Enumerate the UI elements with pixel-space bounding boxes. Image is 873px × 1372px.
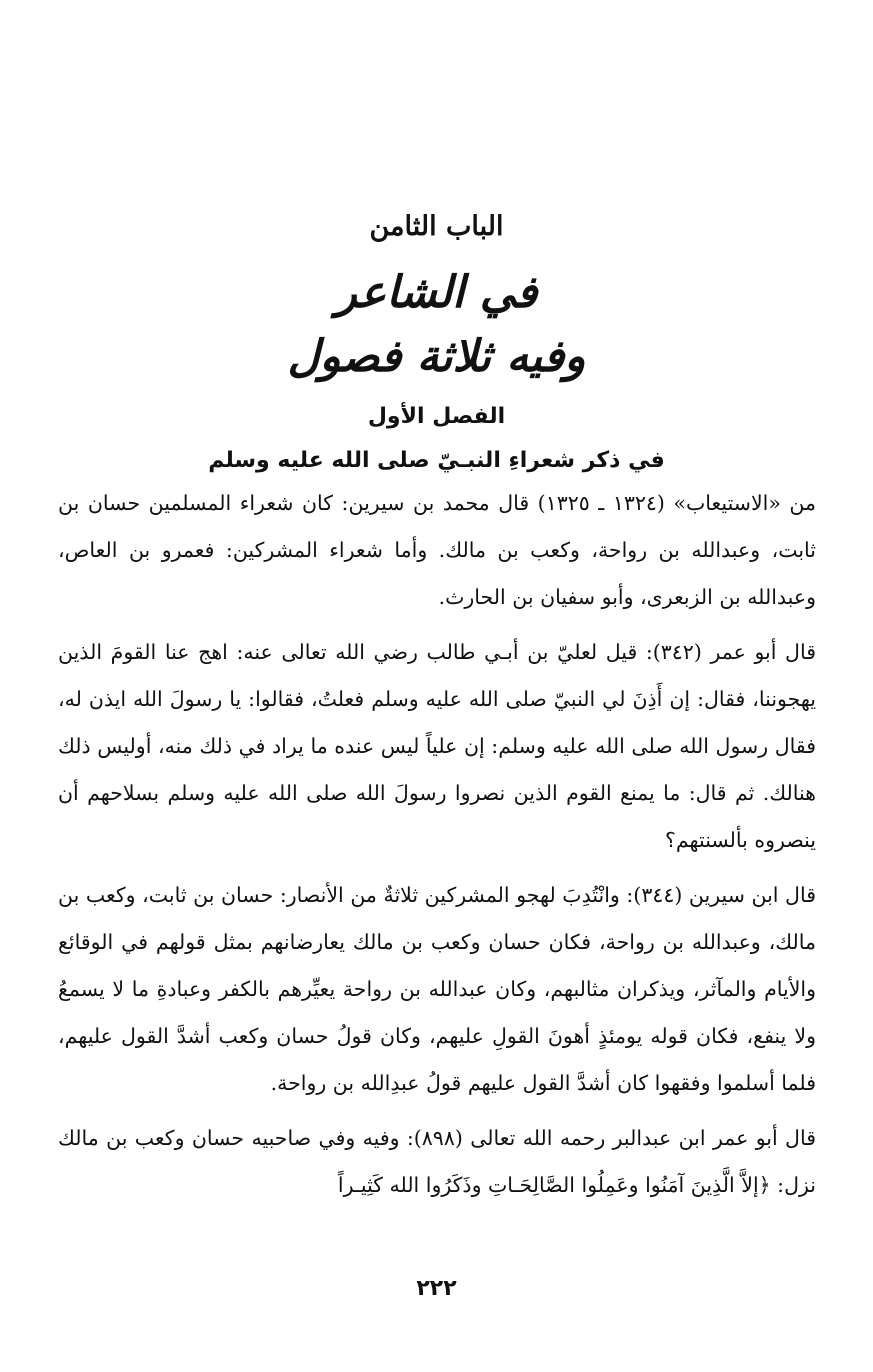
section-subtitle: في ذكر شعراءِ النبـيّ صلى الله عليه وسلم	[208, 448, 665, 473]
section-title: الفصل الأول	[367, 404, 506, 429]
chapter-subtitle: وفيه ثلاثة فصول	[287, 331, 586, 382]
body-text	[58, 480, 816, 1209]
paragraph-4: قال أبو عمر ابن عبدالبر رحمه الله تعالى (٨٩٨): وفيه وفي صاحبيه حسان وكعب بن مالك نزل: ﴿إلاَّ الَّذِينَ آمَنُوا وعَمِلُوا الصَّالِحَـاتِ وذَكَرُوا الله كَثِيـراً	[58, 1126, 816, 1197]
paragraph-2: قال أبو عمر (٣٤٢): قيل لعليّ بن أبـي طالب رضي الله تعالى عنه: اهج عنا القومَ الذين يهجوننا، فقال: إن أَذِنَ لي النبيّ صلى الله عليه وسلم فعلتُ، فقالوا: يا رسولَ الله ايذن له، فقال رسول الله صلى الله عليه وسلم: إن علياً ليس عنده ما يراد في ذلك منه، أوليس ذلك هنالك. ثم قال: ما يمنع القوم الذين نصروا رسولَ الله صلى الله عليه وسلم بسلاحهم أن ينصروه بألسنتهم؟	[58, 640, 816, 852]
paragraph-1: من «الاستيعاب» (١٣٢٤ ـ ١٣٢٥) قال محمد بن سيرين: كان شعراء المسلمين حسان بن ثابت، وعبدالله بن رواحة، وكعب بن مالك. وأما شعراء المشركين: فعمرو بن العاص، وعبدالله بن الزبعرى، وأبو سفيان بن الحارث.	[58, 491, 816, 609]
chapter-header	[0, 205, 873, 389]
chapter-number: الباب الثامن	[369, 211, 504, 242]
paragraph-3: قال ابن سيرين (٣٤٤): وانْتُدِبَ لهجو المشركين ثلاثةٌ من الأنصار: حسان بن ثابت، وكعب بن مالك، وعبدالله بن رواحة، فكان حسان وكعب بن مالك يعارضانهم بمثل قولهم في الوقائع والأيام والمآثر، ويذكران مثالبهم، وكان عبدالله بن رواحة يعيِّرهم بالكفر وعبادةِ ما لا يسمعُ ولا ينفع، فكان قوله يومئذٍ أهونَ القولِ عليهم، وكان قولُ حسان وكعب أشدَّ القول عليهم، فلما أسلموا وفقهوا كان أشدَّ القول عليهم قولُ عبدِالله بن رواحة.	[58, 883, 817, 1095]
page-number: ٢٢٢	[416, 1276, 457, 1301]
chapter-title: في الشاعر	[335, 267, 538, 318]
